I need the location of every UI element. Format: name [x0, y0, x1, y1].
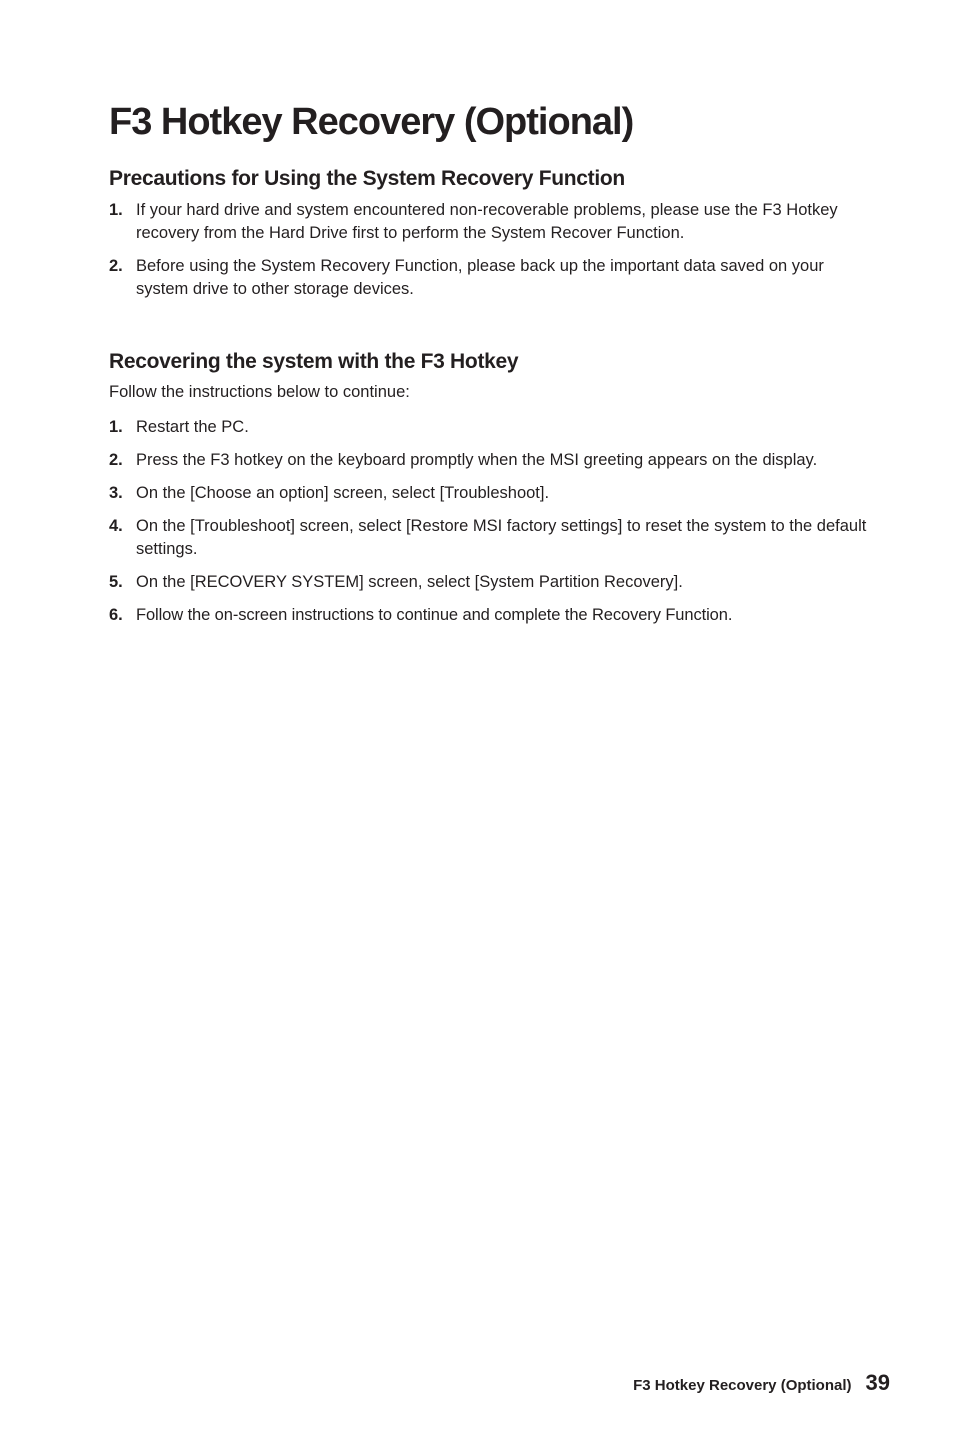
list-item	[109, 571, 869, 594]
list-item-number: 1.	[109, 201, 123, 219]
list-item-number: 1.	[109, 418, 123, 436]
recovering-heading: Recovering the system with the F3 Hotkey	[109, 350, 519, 373]
list-item-text: Follow the on-screen instructions to continue and complete the Recovery Function.	[136, 606, 733, 624]
list-item-text: Before using the System Recovery Function, please back up the important data saved on your system drive to other storage devices.	[136, 257, 824, 298]
footer-section-title: F3 Hotkey Recovery (Optional)	[633, 1377, 852, 1394]
list-item-text: Press the F3 hotkey on the keyboard promptly when the MSI greeting appears on the display.	[136, 451, 818, 469]
list-item-text: On the [Troubleshoot] screen, select [Restore MSI factory settings] to reset the system to the default settings.	[136, 517, 867, 558]
list-item-text: On the [Choose an option] screen, select [Troubleshoot].	[136, 484, 550, 502]
page-footer	[633, 1370, 890, 1396]
recovering-steps-list	[109, 416, 869, 637]
list-item-number: 3.	[109, 484, 123, 502]
list-item	[109, 449, 869, 472]
list-item-text: Restart the PC.	[136, 418, 249, 436]
list-item	[109, 515, 869, 561]
precautions-list	[109, 199, 869, 311]
list-item-number: 6.	[109, 606, 123, 624]
list-item-number: 4.	[109, 517, 123, 535]
list-item-text: If your hard drive and system encountered non-recoverable problems, please use the F3 Hotkey recovery from the Hard Drive first to perform the System Recover Function.	[136, 201, 838, 242]
list-item-number: 5.	[109, 573, 123, 591]
list-item-number: 2.	[109, 257, 123, 275]
precautions-heading: Precautions for Using the System Recovery Function	[109, 167, 625, 190]
list-item	[109, 604, 869, 627]
page-number: 39	[865, 1370, 890, 1395]
list-item	[109, 199, 869, 245]
page-title: F3 Hotkey Recovery (Optional)	[109, 101, 634, 143]
list-item	[109, 416, 869, 439]
list-item-text: On the [RECOVERY SYSTEM] screen, select [System Partition Recovery].	[136, 573, 683, 591]
list-item	[109, 482, 869, 505]
recovering-intro: Follow the instructions below to continue:	[109, 383, 410, 401]
list-item	[109, 255, 869, 301]
list-item-number: 2.	[109, 451, 123, 469]
